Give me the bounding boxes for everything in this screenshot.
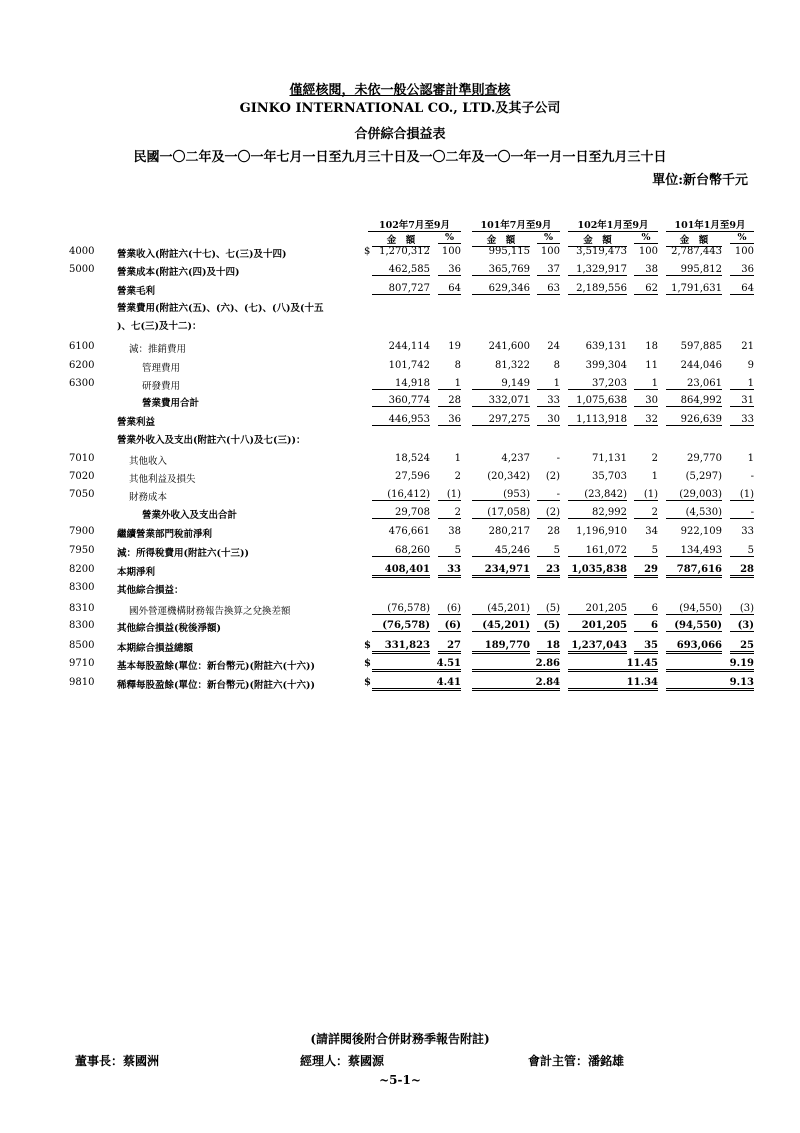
amount-value: 2,787,443 [671,246,722,257]
eps-value: 11.34 [568,677,658,691]
amount-value: (76,578) [372,603,430,615]
account-description: 營業收入(附註六(十七)、七(三)及十四) [117,249,287,260]
footer-note: (請詳閱後附合併財務季報告附註) [310,1032,490,1046]
percent-value: 33 [741,526,754,537]
account-code: 7050 [69,489,95,500]
percent-value: 62 [634,283,658,295]
amount-value: 597,885 [680,341,722,352]
percent-value: 1 [537,378,560,390]
percent-value: 1 [651,471,658,482]
amount-value: (94,550) [666,603,722,615]
table-row [0,376,800,394]
table-row [0,451,800,469]
amount-value: 399,304 [585,360,627,371]
amount-value: 1,237,043 [568,640,627,654]
amount-value: 462,585 [372,264,430,276]
amount-value: 101,742 [388,360,430,371]
account-code: 6200 [69,360,95,371]
amount-value: 23,061 [666,378,722,390]
statement-title: 合併綜合損益表 [354,127,446,142]
eps-value: 11.45 [568,658,658,672]
amount-value: 71,131 [592,453,627,464]
amount-value: (76,578) [372,620,430,632]
account-description: 營業外收入及支出合計 [142,510,238,521]
table-row [0,580,800,598]
account-description: 繼續營業部門稅前淨利 [117,529,213,540]
amount-value: 68,260 [372,545,430,557]
percent-value: - [537,489,560,501]
percent-value: 100 [638,246,658,257]
account-description: 其他綜合損益： [117,585,184,596]
amount-value: (16,412) [372,489,430,501]
amount-value: 332,071 [472,395,530,407]
percent-value: 5 [537,545,560,557]
amount-value: 995,115 [488,246,530,257]
amount-value: 280,217 [488,526,530,537]
account-description: 營業毛利 [117,286,156,297]
table-row [0,430,800,448]
account-description: 營業成本(附註六(四)及十四) [117,267,240,278]
percent-value: 28 [438,395,461,407]
table-row [0,281,800,299]
percent-value: 28 [730,564,754,578]
percent-column-header: % [730,232,754,244]
amount-value: (29,003) [666,489,722,501]
amount-value: 1,196,910 [576,526,627,537]
amount-value: 201,205 [568,620,627,632]
amount-value: 1,075,638 [568,395,627,407]
amount-value: 45,246 [472,545,530,557]
percent-value: (1) [634,489,658,501]
percent-value: (6) [438,603,461,615]
account-code: 7020 [69,471,95,482]
amount-value: 1,035,838 [568,564,627,578]
amount-value: 241,600 [488,341,530,352]
manager-signature-label: 經理人：蔡國源 [300,1054,385,1068]
account-code: 9810 [69,677,95,688]
percent-value: (6) [438,620,461,632]
account-code: 4000 [69,246,95,257]
review-notice: 僅經核閱，未依一般公認審計準則查核 [289,83,511,98]
percent-value: 38 [448,526,461,537]
eps-value: 4.41 [372,677,461,691]
percent-value: 30 [634,395,658,407]
table-row [0,316,800,334]
account-description: 減：所得稅費用(附註六(十三)) [117,548,249,559]
percent-column-header: % [634,232,658,244]
amount-value: 787,616 [666,564,722,578]
dollar-sign: $ [364,246,371,257]
account-description: 其他收入 [129,456,168,467]
period-header-2: 101年7月至9月 [472,217,560,232]
account-description: 研發費用 [142,381,181,392]
percent-value: 100 [540,246,560,257]
percent-column-header: % [537,232,560,244]
percent-value: 11 [645,360,658,371]
account-description: 基本每股盈餘(單位：新台幣元)(附註六(十六)) [117,661,315,672]
percent-value: 2 [438,507,461,519]
table-row [0,638,800,656]
amount-column-header: 金 額 [666,232,722,247]
percent-value: 6 [634,603,658,615]
period-header-4: 101年1月至9月 [666,217,754,232]
percent-value: 1 [730,378,754,390]
table-row [0,675,800,693]
percent-value: 5 [438,545,461,557]
amount-value: (5,297) [685,471,722,482]
percent-value: 6 [634,620,658,632]
period-header-3: 102年1月至9月 [568,217,658,232]
percent-value: 1 [634,378,658,390]
amount-value: 9,149 [472,378,530,390]
amount-value: 629,346 [472,283,530,295]
amount-value: 360,774 [372,395,430,407]
account-description: 本期淨利 [117,567,156,578]
percent-value: 1 [454,453,461,464]
amount-value: (4,530) [666,507,722,519]
table-row [0,487,800,505]
percent-value: 9 [747,360,754,371]
table-row [0,393,800,411]
percent-value: 1 [747,453,754,464]
table-row [0,412,800,430]
amount-value: (45,201) [472,620,530,632]
amount-value: 1,791,631 [666,283,722,295]
table-row [0,244,800,262]
account-description: 本期綜合損益總額 [117,643,194,654]
dollar-sign: $ [364,658,371,669]
amount-value: 995,812 [666,264,722,276]
percent-value: (5) [537,603,560,615]
amount-value: 4,237 [501,453,530,464]
percent-value: 64 [438,283,461,295]
percent-value: 25 [730,640,754,654]
percent-value: (5) [537,620,560,632]
percent-value: 33 [730,414,754,426]
account-code: 5000 [69,264,95,275]
table-row [0,524,800,542]
dollar-sign: $ [364,640,371,651]
table-row [0,618,800,636]
amount-column-header: 金 額 [568,232,627,247]
account-code: 7010 [69,453,95,464]
eps-value: 4.51 [372,658,461,672]
account-description: 其他利益及損失 [129,474,196,485]
amount-value: 476,661 [388,526,430,537]
table-row [0,469,800,487]
table-row [0,339,800,357]
percent-value: 36 [730,264,754,276]
amount-value: 14,918 [372,378,430,390]
account-description: 營業費用(附註六(五)、(六)、(七)、(八)及(十五 [117,303,324,314]
percent-value: 30 [537,414,560,426]
amount-value: 331,823 [372,640,430,654]
table-row [0,262,800,280]
percent-value: 5 [634,545,658,557]
percent-value: 1 [438,378,461,390]
account-code: 6100 [69,341,95,352]
chairman-signature-label: 董事長：蔡國洲 [75,1054,160,1068]
account-code: 7950 [69,545,95,556]
percent-value: 100 [734,246,754,257]
percent-value: 63 [537,283,560,295]
percent-value: 35 [634,640,658,654]
amount-value: 134,493 [666,545,722,557]
account-code: 8310 [69,603,95,614]
table-row [0,505,800,523]
percent-value: - [750,471,754,482]
percent-value: 27 [438,640,461,654]
percent-value: - [556,453,560,464]
percent-value: 21 [741,341,754,352]
percent-value: 18 [645,341,658,352]
account-description: 減：推銷費用 [129,344,187,355]
percent-column-header: % [438,232,461,244]
percent-value: 37 [537,264,560,276]
percent-value: 33 [438,564,461,578]
percent-value: 32 [634,414,658,426]
amount-value: 365,769 [472,264,530,276]
eps-value: 2.84 [472,677,560,691]
table-row [0,358,800,376]
table-row [0,656,800,674]
account-description: 營業外收入及支出(附註六(十八)及七(三))： [117,435,306,446]
percent-value: 100 [441,246,461,257]
account-description: 稀釋每股盈餘(單位：新台幣元)(附註六(十六)) [117,680,315,691]
percent-value: 34 [645,526,658,537]
dollar-sign: $ [364,677,371,688]
amount-value: 201,205 [568,603,627,615]
amount-value: (94,550) [666,620,722,632]
table-row [0,562,800,580]
amount-value: 244,114 [388,341,430,352]
eps-value: 2.86 [472,658,560,672]
percent-value: (1) [730,489,754,501]
eps-value: 9.19 [666,658,754,672]
percent-value: - [730,507,754,519]
account-code: 8500 [69,640,95,651]
amount-value: 1,270,312 [379,246,430,257]
percent-value: (2) [545,471,560,482]
percent-value: 2 [651,453,658,464]
table-row [0,601,800,619]
amount-value: 297,275 [472,414,530,426]
amount-value: 37,203 [568,378,627,390]
account-code: 6300 [69,378,95,389]
amount-value: 3,519,473 [576,246,627,257]
amount-value: 807,727 [372,283,430,295]
percent-value: 31 [730,395,754,407]
amount-value: 29,770 [687,453,722,464]
percent-value: 2 [634,507,658,519]
percent-value: 8 [454,360,461,371]
account-description: 管理費用 [142,363,181,374]
percent-value: 23 [537,564,560,578]
amount-value: 446,953 [372,414,430,426]
amount-value: (45,201) [472,603,530,615]
amount-value: 189,770 [472,640,530,654]
amount-value: 926,639 [666,414,722,426]
account-code: 8200 [69,564,95,575]
account-code: 8300 [69,582,95,593]
percent-value: 38 [634,264,658,276]
percent-value: (2) [537,507,560,519]
percent-value: 33 [537,395,560,407]
percent-value: (3) [730,620,754,632]
percent-value: 28 [547,526,560,537]
percent-value: 19 [448,341,461,352]
statement-period: 民國一〇二年及一〇一年七月一日至九月三十日及一〇二年及一〇一年一月一日至九月三十日 [133,150,667,165]
amount-value: 161,072 [568,545,627,557]
amount-value: 693,066 [666,640,722,654]
amount-value: 35,703 [592,471,627,482]
page-number: ~5-1~ [379,1073,421,1087]
table-row [0,543,800,561]
amount-column-header: 金 額 [372,232,430,247]
amount-value: (17,058) [472,507,530,519]
percent-value: 24 [547,341,560,352]
account-description: 營業費用合計 [142,398,200,409]
account-code: 7900 [69,526,95,537]
account-description: 國外營運機構財務報告換算之兌換差額 [129,606,291,617]
amount-column-header: 金 額 [472,232,530,247]
percent-value: 2 [454,471,461,482]
account-description: )、七(三)及十二)： [117,321,202,332]
amount-value: 18,524 [395,453,430,464]
company-name: GINKO INTERNATIONAL CO., LTD.及其子公司 [239,101,561,116]
amount-value: 1,113,918 [568,414,627,426]
table-row [0,298,800,316]
percent-value: 36 [438,414,461,426]
eps-value: 9.13 [666,677,754,691]
percent-value: (1) [438,489,461,501]
account-description: 財務成本 [129,492,168,503]
percent-value: (3) [730,603,754,615]
amount-value: 922,109 [680,526,722,537]
account-code: 9710 [69,658,95,669]
amount-value: 244,046 [680,360,722,371]
percent-value: 5 [730,545,754,557]
amount-value: 639,131 [585,341,627,352]
amount-value: 408,401 [372,564,430,578]
currency-unit: 單位:新台幣千元 [652,173,748,188]
amount-value: 2,189,556 [568,283,627,295]
percent-value: 36 [438,264,461,276]
amount-value: (23,842) [568,489,627,501]
amount-value: (20,342) [487,471,530,482]
accountant-signature-label: 會計主管：潘銘雄 [528,1054,625,1068]
amount-value: 82,992 [568,507,627,519]
amount-value: 27,596 [395,471,430,482]
amount-value: 29,708 [372,507,430,519]
amount-value: 864,992 [666,395,722,407]
account-description: 其他綜合損益(稅後淨額) [117,623,221,634]
percent-value: 64 [730,283,754,295]
amount-value: 234,971 [472,564,530,578]
amount-value: 81,322 [495,360,530,371]
period-header-1: 102年7月至9月 [368,217,461,232]
percent-value: 29 [634,564,658,578]
percent-value: 18 [537,640,560,654]
account-code: 8300 [69,620,95,631]
amount-value: (953) [472,489,530,501]
account-description: 營業利益 [117,417,156,428]
percent-value: 8 [553,360,560,371]
amount-value: 1,329,917 [568,264,627,276]
